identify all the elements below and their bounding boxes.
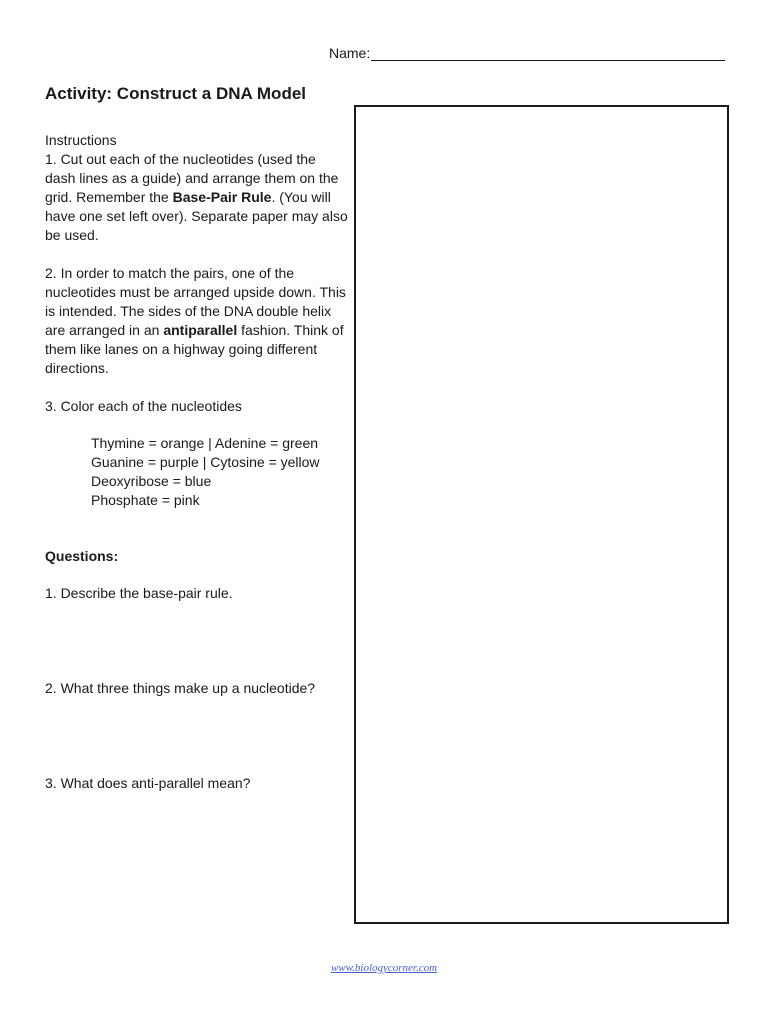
dna-model-grid — [354, 105, 729, 924]
question-item: 2. What three things make up a nucleotide? — [45, 680, 316, 696]
name-underline[interactable] — [371, 46, 725, 61]
page-title: Activity: Construct a DNA Model — [45, 84, 307, 103]
step1-text-b: . (You will have one set left over). Separate paper may also be used. — [45, 189, 348, 243]
color-key-line: Guanine = purple | Cytosine = yellow — [91, 454, 320, 470]
step1-bold: Base-Pair Rule — [172, 189, 272, 205]
step2-text-b: fashion. Think of them like lanes on a highway going different directions. — [45, 322, 344, 376]
color-key-line: Deoxyribose = blue — [91, 473, 212, 489]
color-key — [45, 434, 350, 510]
instruction-step-3: 3. Color each of the nucleotides — [45, 398, 242, 414]
instruction-step-1 — [45, 150, 350, 245]
step2-bold: antiparallel — [163, 322, 238, 338]
name-field[interactable] — [329, 45, 725, 61]
question-item: 3. What does anti-parallel mean? — [45, 775, 251, 791]
instructions-heading: Instructions — [45, 132, 117, 148]
step2-text-a: 2. In order to match the pairs, one of the nucleotides must be arranged upside down. This is intended. The sides of the DNA double helix are arranged in an — [45, 265, 346, 338]
instructions-section — [45, 131, 350, 793]
instruction-step-2 — [45, 264, 350, 378]
step1-text-a: 1. Cut out each of the nucleotides (used the dash lines as a guide) and arrange them on the grid. Remember the — [45, 151, 339, 205]
footer-link[interactable]: www.biologycorner.com — [330, 962, 438, 974]
questions-heading: Questions: — [45, 548, 119, 564]
color-key-line: Phosphate = pink — [91, 492, 200, 508]
color-key-line: Thymine = orange | Adenine = green — [91, 435, 319, 451]
question-item: 1. Describe the base-pair rule. — [45, 585, 233, 601]
name-label: Name: — [329, 45, 371, 61]
